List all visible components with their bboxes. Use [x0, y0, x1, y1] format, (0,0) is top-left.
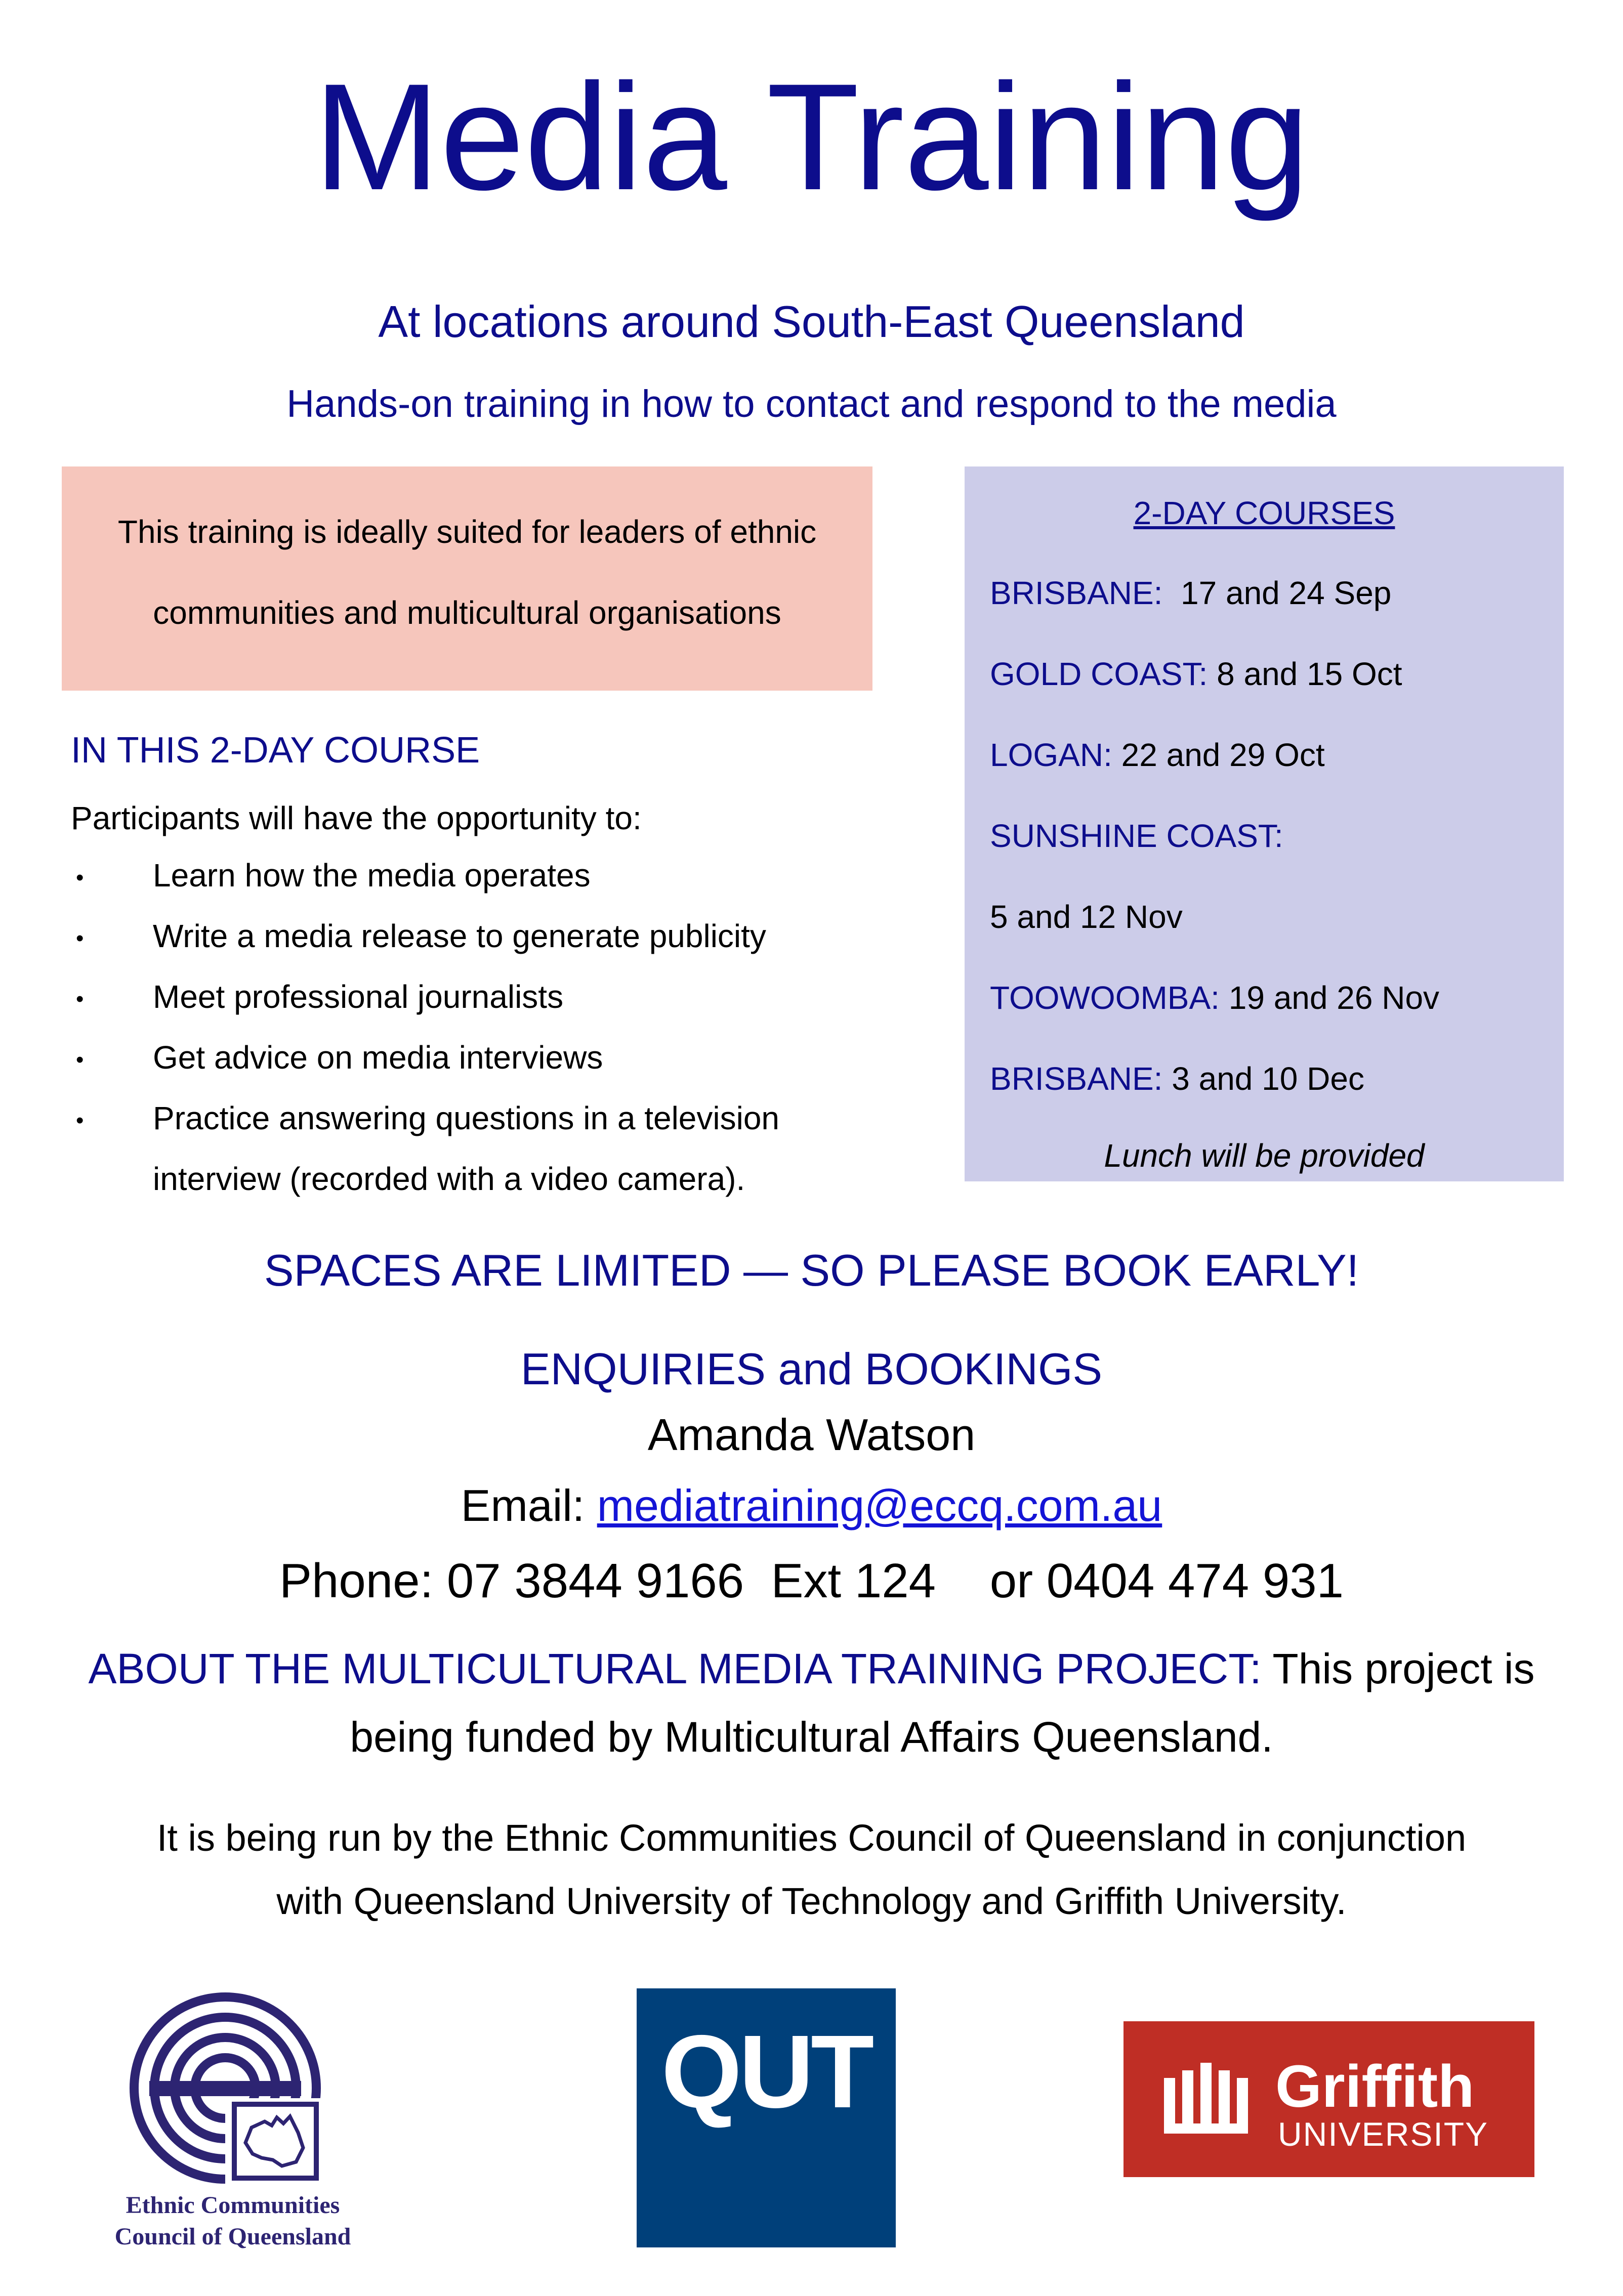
- schedule-row: [990, 574, 1391, 612]
- phone-line: Phone: 07 3844 9166 Ext 124 or 0404 474 931: [279, 1554, 1344, 1608]
- schedule-row: [990, 736, 1325, 774]
- about-line-2: being funded by Multicultural Affairs Queensland.: [350, 1713, 1273, 1761]
- schedule-row: [990, 898, 1183, 936]
- schedule-box: [965, 466, 1564, 1181]
- schedule-dates: 17 and 24 Sep: [1162, 575, 1392, 611]
- audience-line-1: This training is ideally suited for leaders of ethnic: [117, 514, 817, 550]
- course-intro: Participants will have the opportunity to:: [71, 800, 642, 836]
- bullet-icon: •: [76, 865, 84, 890]
- about-line-1: [0, 1644, 1623, 1693]
- spaces-limited-notice: SPACES ARE LIMITED — SO PLEASE BOOK EARLY!: [264, 1245, 1359, 1295]
- list-item: Practice answering questions in a television: [153, 1100, 779, 1136]
- page-title: Media Training: [313, 52, 1310, 222]
- list-item-continued: interview (recorded with a video camera).: [153, 1161, 745, 1197]
- eccq-caption-line-2: Council of Queensland: [114, 2223, 351, 2250]
- bullet-icon: •: [76, 987, 84, 1011]
- bullet-icon: •: [76, 1108, 84, 1133]
- schedule-row: [990, 655, 1402, 693]
- schedule-place: GOLD COAST:: [990, 656, 1208, 692]
- about-text-1: This project is: [1261, 1645, 1535, 1692]
- eccq-logo-icon: [129, 1991, 324, 2186]
- email-line: [0, 1480, 1623, 1532]
- schedule-dates: 3 and 10 Dec: [1162, 1060, 1364, 1097]
- schedule-place: TOOWOOMBA:: [990, 980, 1220, 1016]
- schedule-place: BRISBANE:: [990, 575, 1163, 611]
- schedule-row: [990, 1060, 1364, 1097]
- enquiries-heading: ENQUIRIES and BOOKINGS: [520, 1344, 1103, 1394]
- schedule-dates: 8 and 15 Oct: [1208, 656, 1402, 692]
- schedule-dates: 5 and 12 Nov: [990, 899, 1183, 935]
- lunch-note: Lunch will be provided: [1104, 1137, 1425, 1174]
- schedule-place: SUNSHINE COAST:: [990, 818, 1283, 854]
- subtitle: At locations around South-East Queensland: [378, 296, 1245, 347]
- partners-line-2: with Queensland University of Technology and Griffith University.: [276, 1880, 1347, 1922]
- schedule-row: [990, 979, 1439, 1016]
- bullet-icon: •: [76, 926, 84, 951]
- list-item: Write a media release to generate publicity: [153, 918, 766, 954]
- schedule-place: BRISBANE:: [990, 1060, 1163, 1097]
- schedule-row: [990, 817, 1283, 855]
- griffith-logo: [1123, 2021, 1534, 2177]
- list-item: Learn how the media operates: [153, 857, 591, 894]
- schedule-dates: 22 and 29 Oct: [1112, 737, 1325, 773]
- schedule-dates: 19 and 26 Nov: [1219, 980, 1440, 1016]
- list-item: Meet professional journalists: [153, 979, 564, 1015]
- audience-line-2: communities and multicultural organisations: [153, 594, 781, 631]
- partners-line-1: It is being run by the Ethnic Communities Council of Queensland in conjunction: [156, 1817, 1467, 1859]
- contact-name: Amanda Watson: [647, 1410, 976, 1460]
- tagline: Hands-on training in how to contact and respond to the media: [286, 382, 1337, 426]
- email-label: Email:: [461, 1480, 597, 1530]
- course-heading: IN THIS 2-DAY COURSE: [71, 730, 480, 771]
- list-item: Get advice on media interviews: [153, 1039, 603, 1076]
- eccq-caption-line-1: Ethnic Communities: [126, 2192, 340, 2219]
- eccq-caption: [81, 2190, 385, 2253]
- about-label: ABOUT THE MULTICULTURAL MEDIA TRAINING PROJECT:: [88, 1645, 1262, 1692]
- schedule-place: LOGAN:: [990, 737, 1112, 773]
- email-link[interactable]: mediatraining@eccq.com.au: [597, 1480, 1162, 1530]
- schedule-heading: 2-DAY COURSES: [1133, 495, 1395, 531]
- qut-logo: [637, 1988, 896, 2247]
- bullet-icon: •: [76, 1047, 84, 1072]
- griffith-subtitle: UNIVERSITY: [1278, 2115, 1489, 2153]
- griffith-emblem-icon: [1159, 2063, 1260, 2139]
- audience-box: [62, 466, 872, 691]
- qut-logo-text: QUT: [661, 2014, 871, 2130]
- griffith-wordmark: Griffith: [1275, 2053, 1475, 2120]
